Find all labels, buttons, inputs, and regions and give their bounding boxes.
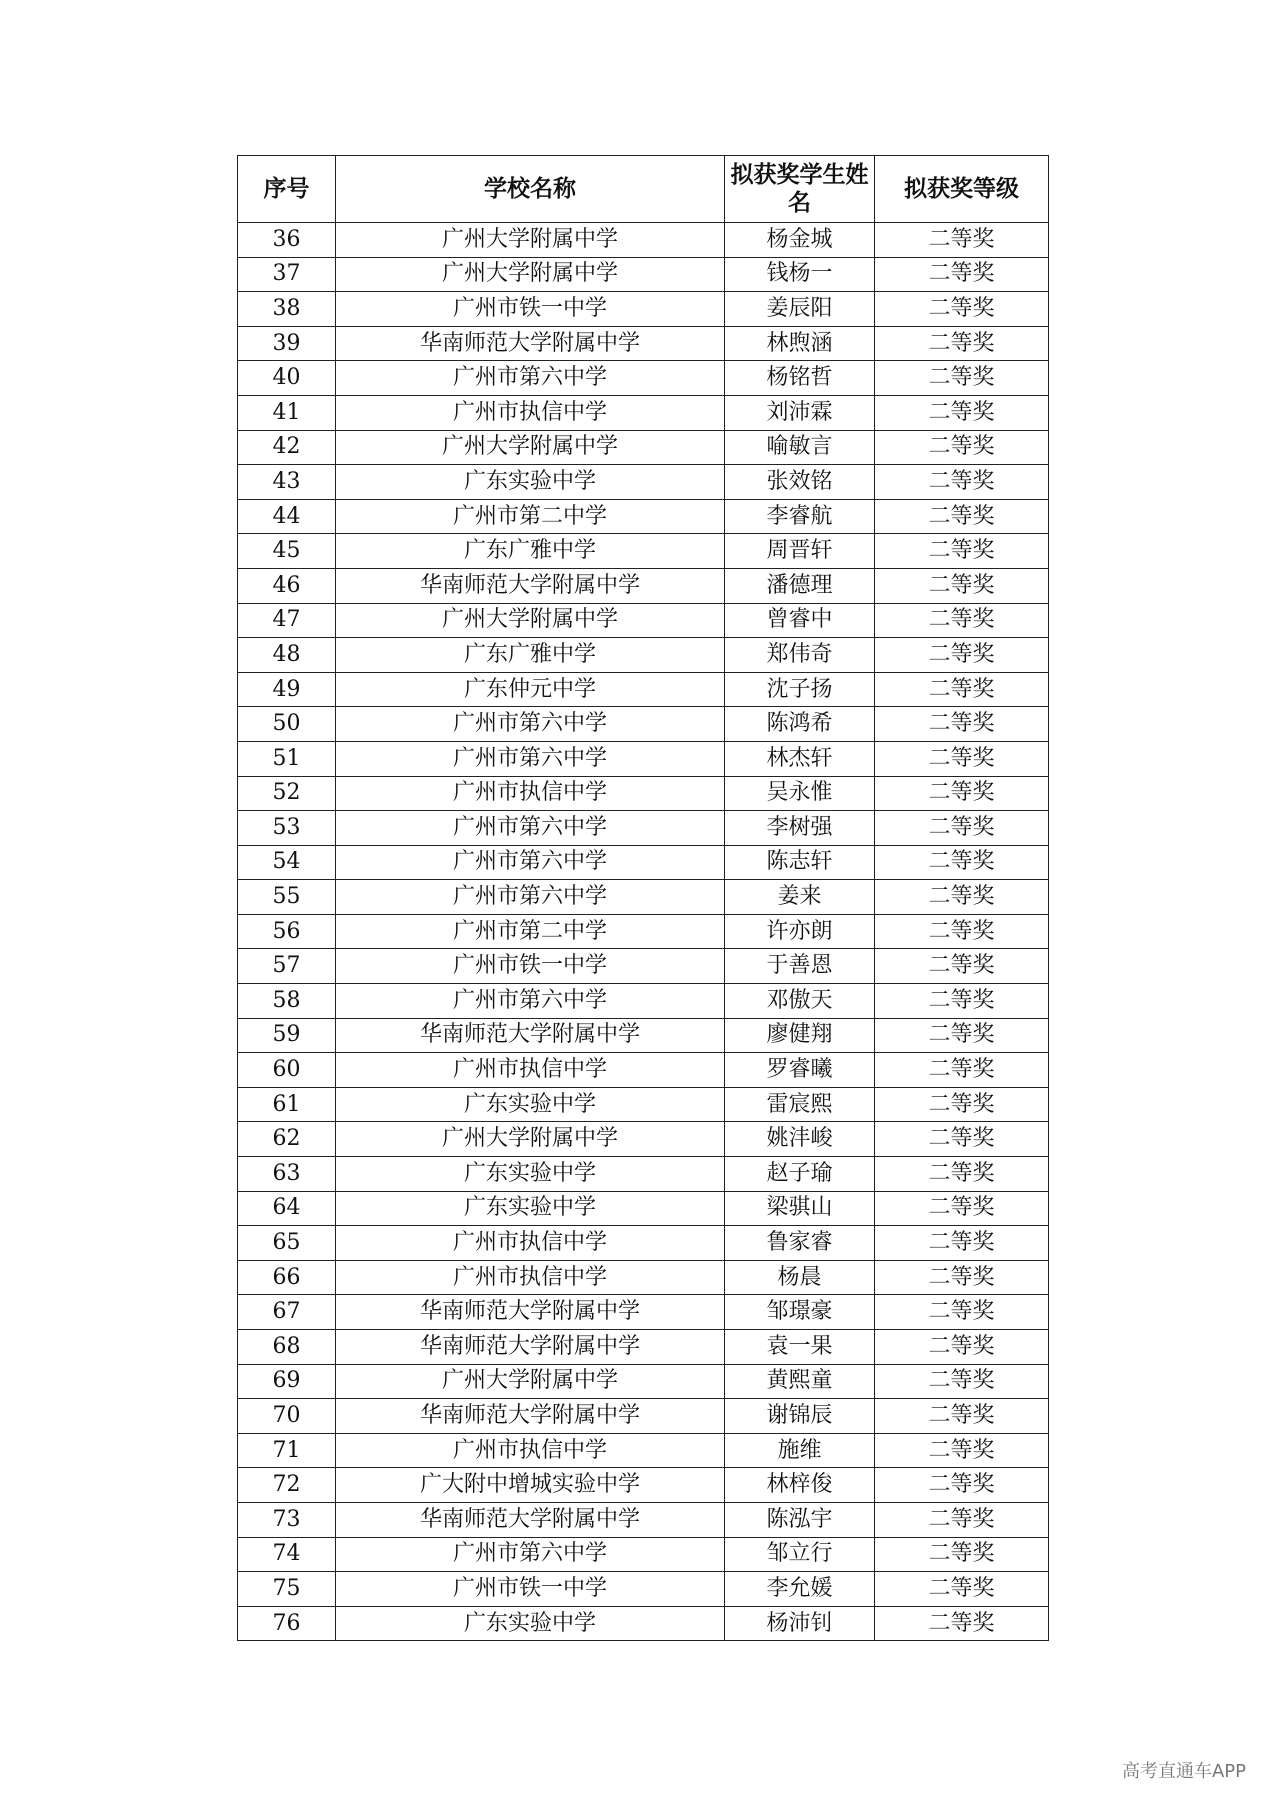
cell-no: 47 [238,603,336,638]
cell-school: 广州市执信中学 [336,1260,725,1295]
cell-student-name: 林杰轩 [725,741,875,776]
table-row [238,672,1049,707]
cell-award-level: 二等奖 [875,1433,1049,1468]
cell-no: 42 [238,430,336,465]
table-row [238,776,1049,811]
cell-no: 56 [238,914,336,949]
table-row [238,638,1049,673]
cell-school: 广州大学附属中学 [336,430,725,465]
award-table [237,155,1049,1641]
cell-student-name: 雷宸熙 [725,1087,875,1122]
table-row [238,1053,1049,1088]
cell-award-level: 二等奖 [875,776,1049,811]
cell-school: 广东实验中学 [336,1157,725,1192]
cell-award-level: 二等奖 [875,499,1049,534]
cell-no: 71 [238,1433,336,1468]
cell-student-name: 邹立行 [725,1537,875,1572]
cell-award-level: 二等奖 [875,1537,1049,1572]
cell-no: 46 [238,568,336,603]
cell-award-level: 二等奖 [875,1226,1049,1261]
cell-student-name: 邓傲天 [725,984,875,1019]
table-row [238,1226,1049,1261]
cell-school: 华南师范大学附属中学 [336,326,725,361]
cell-school: 广州市第六中学 [336,811,725,846]
cell-student-name: 许亦朗 [725,914,875,949]
cell-no: 70 [238,1399,336,1434]
table-row [238,534,1049,569]
cell-award-level: 二等奖 [875,707,1049,742]
table-row [238,811,1049,846]
cell-student-name: 施维 [725,1433,875,1468]
table-row [238,914,1049,949]
table-row [238,949,1049,984]
cell-award-level: 二等奖 [875,395,1049,430]
cell-school: 广州大学附属中学 [336,223,725,258]
cell-no: 48 [238,638,336,673]
table-header [238,156,1049,223]
header-no: 序号 [238,156,336,223]
cell-student-name: 罗睿曦 [725,1053,875,1088]
cell-award-level: 二等奖 [875,1018,1049,1053]
cell-student-name: 吴永惟 [725,776,875,811]
cell-award-level: 二等奖 [875,1295,1049,1330]
cell-no: 37 [238,257,336,292]
cell-no: 50 [238,707,336,742]
cell-school: 广州大学附属中学 [336,1122,725,1157]
table-row [238,984,1049,1019]
cell-student-name: 张效铭 [725,465,875,500]
cell-student-name: 钱杨一 [725,257,875,292]
cell-no: 54 [238,845,336,880]
table-row [238,1191,1049,1226]
cell-award-level: 二等奖 [875,361,1049,396]
table-row [238,257,1049,292]
cell-award-level: 二等奖 [875,811,1049,846]
cell-no: 72 [238,1468,336,1503]
cell-award-level: 二等奖 [875,465,1049,500]
table-row [238,880,1049,915]
header-student: 拟获奖学生姓名 [725,156,875,223]
cell-school: 广州市执信中学 [336,395,725,430]
cell-no: 38 [238,292,336,327]
cell-no: 43 [238,465,336,500]
cell-school: 华南师范大学附属中学 [336,1330,725,1365]
cell-school: 广州市第六中学 [336,741,725,776]
table-row [238,1399,1049,1434]
cell-school: 广州市执信中学 [336,1053,725,1088]
cell-school: 广州大学附属中学 [336,257,725,292]
cell-student-name: 林煦涵 [725,326,875,361]
cell-school: 华南师范大学附属中学 [336,1399,725,1434]
cell-no: 64 [238,1191,336,1226]
cell-school: 广东仲元中学 [336,672,725,707]
table-row [238,603,1049,638]
cell-student-name: 梁骐山 [725,1191,875,1226]
table-row [238,1606,1049,1641]
table-row [238,741,1049,776]
cell-student-name: 曾睿中 [725,603,875,638]
cell-school: 广州市铁一中学 [336,292,725,327]
cell-no: 39 [238,326,336,361]
cell-award-level: 二等奖 [875,949,1049,984]
cell-school: 华南师范大学附属中学 [336,568,725,603]
cell-award-level: 二等奖 [875,603,1049,638]
table-row [238,568,1049,603]
cell-school: 华南师范大学附属中学 [336,1295,725,1330]
cell-no: 55 [238,880,336,915]
cell-school: 广州市第六中学 [336,845,725,880]
cell-school: 广东实验中学 [336,465,725,500]
cell-school: 广大附中增城实验中学 [336,1468,725,1503]
cell-student-name: 林梓俊 [725,1468,875,1503]
cell-school: 广州市第六中学 [336,1537,725,1572]
table-row [238,326,1049,361]
cell-no: 68 [238,1330,336,1365]
cell-award-level: 二等奖 [875,534,1049,569]
cell-no: 67 [238,1295,336,1330]
table-row [238,1502,1049,1537]
cell-award-level: 二等奖 [875,292,1049,327]
cell-no: 40 [238,361,336,396]
cell-school: 广东实验中学 [336,1606,725,1641]
cell-school: 广州大学附属中学 [336,603,725,638]
cell-student-name: 陈志轩 [725,845,875,880]
cell-no: 36 [238,223,336,258]
cell-no: 62 [238,1122,336,1157]
cell-no: 59 [238,1018,336,1053]
cell-no: 41 [238,395,336,430]
cell-student-name: 陈泓宇 [725,1502,875,1537]
cell-award-level: 二等奖 [875,914,1049,949]
cell-no: 66 [238,1260,336,1295]
cell-award-level: 二等奖 [875,845,1049,880]
watermark: 高考直通车APP [1121,1761,1246,1782]
cell-school: 华南师范大学附属中学 [336,1502,725,1537]
cell-no: 57 [238,949,336,984]
table-row [238,1018,1049,1053]
cell-student-name: 姚沣峻 [725,1122,875,1157]
cell-school: 广州市执信中学 [336,776,725,811]
cell-student-name: 潘德理 [725,568,875,603]
cell-award-level: 二等奖 [875,430,1049,465]
cell-school: 广州市第六中学 [336,984,725,1019]
header-level: 拟获奖等级 [875,156,1049,223]
cell-student-name: 杨铭哲 [725,361,875,396]
cell-school: 广州市铁一中学 [336,949,725,984]
cell-award-level: 二等奖 [875,326,1049,361]
cell-award-level: 二等奖 [875,1122,1049,1157]
cell-student-name: 谢锦辰 [725,1399,875,1434]
table-row [238,1157,1049,1192]
cell-student-name: 李允媛 [725,1572,875,1607]
cell-award-level: 二等奖 [875,1399,1049,1434]
table-row [238,430,1049,465]
cell-student-name: 李树强 [725,811,875,846]
cell-student-name: 廖健翔 [725,1018,875,1053]
cell-award-level: 二等奖 [875,1191,1049,1226]
cell-no: 45 [238,534,336,569]
cell-award-level: 二等奖 [875,672,1049,707]
cell-student-name: 邹璟豪 [725,1295,875,1330]
cell-school: 广东实验中学 [336,1087,725,1122]
cell-student-name: 黄熙童 [725,1364,875,1399]
cell-school: 广东广雅中学 [336,638,725,673]
table-row [238,395,1049,430]
cell-student-name: 杨沛钊 [725,1606,875,1641]
cell-student-name: 杨金城 [725,223,875,258]
cell-no: 49 [238,672,336,707]
cell-no: 65 [238,1226,336,1261]
cell-no: 63 [238,1157,336,1192]
cell-student-name: 鲁家睿 [725,1226,875,1261]
table-row [238,292,1049,327]
cell-school: 华南师范大学附属中学 [336,1018,725,1053]
table-body [238,223,1049,1641]
cell-school: 广州市第六中学 [336,707,725,742]
cell-no: 75 [238,1572,336,1607]
table-row [238,845,1049,880]
cell-student-name: 沈子扬 [725,672,875,707]
cell-award-level: 二等奖 [875,1330,1049,1365]
cell-school: 广州市第二中学 [336,914,725,949]
cell-student-name: 喻敏言 [725,430,875,465]
cell-school: 广州市第二中学 [336,499,725,534]
cell-student-name: 袁一果 [725,1330,875,1365]
table-row [238,361,1049,396]
cell-no: 58 [238,984,336,1019]
cell-award-level: 二等奖 [875,1260,1049,1295]
table-row [238,707,1049,742]
cell-school: 广州市第六中学 [336,880,725,915]
cell-award-level: 二等奖 [875,1364,1049,1399]
table-row [238,1433,1049,1468]
cell-school: 广州市执信中学 [336,1226,725,1261]
table-row [238,1122,1049,1157]
table-row [238,1468,1049,1503]
cell-student-name: 姜来 [725,880,875,915]
cell-student-name: 周晋轩 [725,534,875,569]
cell-award-level: 二等奖 [875,741,1049,776]
cell-award-level: 二等奖 [875,1468,1049,1503]
header-row [238,156,1049,223]
cell-school: 广州大学附属中学 [336,1364,725,1399]
header-school: 学校名称 [336,156,725,223]
cell-student-name: 郑伟奇 [725,638,875,673]
cell-school: 广州市铁一中学 [336,1572,725,1607]
cell-no: 60 [238,1053,336,1088]
cell-no: 76 [238,1606,336,1641]
cell-award-level: 二等奖 [875,257,1049,292]
cell-award-level: 二等奖 [875,1053,1049,1088]
table-row [238,499,1049,534]
cell-no: 52 [238,776,336,811]
table-row [238,1364,1049,1399]
cell-award-level: 二等奖 [875,1157,1049,1192]
cell-student-name: 杨晨 [725,1260,875,1295]
cell-award-level: 二等奖 [875,1502,1049,1537]
cell-no: 74 [238,1537,336,1572]
cell-student-name: 李睿航 [725,499,875,534]
cell-student-name: 于善恩 [725,949,875,984]
cell-school: 广东实验中学 [336,1191,725,1226]
table-row [238,1537,1049,1572]
cell-no: 53 [238,811,336,846]
cell-student-name: 陈鸿希 [725,707,875,742]
cell-award-level: 二等奖 [875,1572,1049,1607]
cell-student-name: 姜辰阳 [725,292,875,327]
table-row [238,1295,1049,1330]
cell-no: 69 [238,1364,336,1399]
table-row [238,465,1049,500]
table-row [238,1087,1049,1122]
cell-award-level: 二等奖 [875,1606,1049,1641]
cell-award-level: 二等奖 [875,880,1049,915]
cell-school: 广州市第六中学 [336,361,725,396]
cell-student-name: 赵子瑜 [725,1157,875,1192]
cell-school: 广州市执信中学 [336,1433,725,1468]
cell-no: 44 [238,499,336,534]
cell-student-name: 刘沛霖 [725,395,875,430]
table-row [238,1260,1049,1295]
cell-award-level: 二等奖 [875,984,1049,1019]
cell-no: 51 [238,741,336,776]
cell-award-level: 二等奖 [875,638,1049,673]
cell-school: 广东广雅中学 [336,534,725,569]
cell-award-level: 二等奖 [875,568,1049,603]
cell-no: 73 [238,1502,336,1537]
table-row [238,223,1049,258]
cell-award-level: 二等奖 [875,1087,1049,1122]
table-row [238,1330,1049,1365]
cell-no: 61 [238,1087,336,1122]
cell-award-level: 二等奖 [875,223,1049,258]
table-row [238,1572,1049,1607]
